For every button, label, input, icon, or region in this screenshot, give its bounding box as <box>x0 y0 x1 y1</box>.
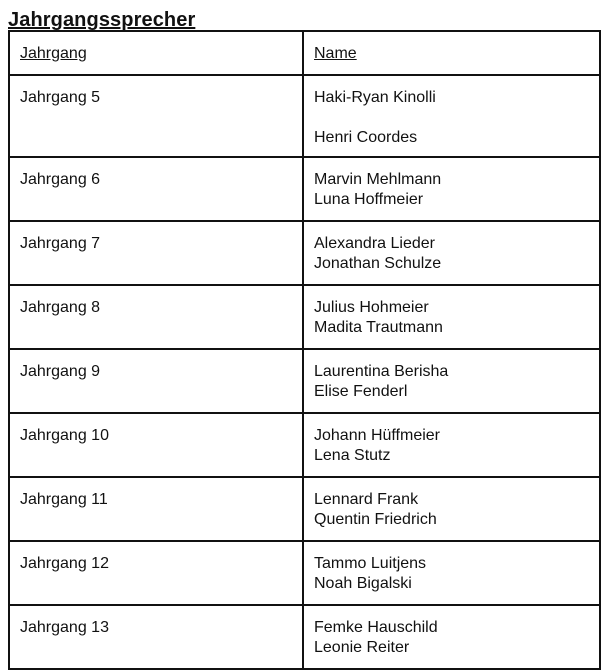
names-cell <box>303 477 600 541</box>
speaker-name: Madita Trautmann <box>314 319 443 336</box>
speaker-name: Marvin Mehlmann <box>314 171 442 188</box>
names-cell <box>303 413 600 477</box>
speaker-name: Julius Hohmeier <box>314 299 429 316</box>
jahrgang-cell: Jahrgang 8 <box>9 285 303 349</box>
speakers-table <box>8 30 601 670</box>
table-row <box>9 157 600 221</box>
table-row <box>9 413 600 477</box>
speaker-name: Noah Bigalski <box>314 575 412 592</box>
names-cell <box>303 285 600 349</box>
table-row <box>9 221 600 285</box>
names-cell <box>303 349 600 413</box>
names-cell <box>303 75 600 157</box>
column-header-name <box>303 31 600 75</box>
speaker-name: Jonathan Schulze <box>314 255 442 272</box>
table-header-row <box>9 31 600 75</box>
jahrgang-cell: Jahrgang 12 <box>9 541 303 605</box>
table-row <box>9 75 600 157</box>
names-cell <box>303 605 600 669</box>
speaker-name: Lennard Frank <box>314 491 419 508</box>
jahrgang-cell: Jahrgang 10 <box>9 413 303 477</box>
table-row <box>9 541 600 605</box>
speaker-name: Johann Hüffmeier <box>314 427 440 444</box>
speaker-name: Elise Fenderl <box>314 383 408 400</box>
names-cell <box>303 221 600 285</box>
column-header-label: Name <box>314 45 357 62</box>
column-header-label: Jahrgang <box>20 45 87 62</box>
jahrgang-cell: Jahrgang 11 <box>9 477 303 541</box>
jahrgang-cell: Jahrgang 9 <box>9 349 303 413</box>
names-cell <box>303 157 600 221</box>
jahrgang-cell: Jahrgang 5 <box>9 75 303 157</box>
table-row <box>9 349 600 413</box>
speaker-name: Femke Hauschild <box>314 619 438 636</box>
table-row <box>9 605 600 669</box>
table-row <box>9 477 600 541</box>
jahrgang-cell: Jahrgang 6 <box>9 157 303 221</box>
page-title: Jahrgangssprecher <box>8 9 196 31</box>
jahrgang-cell: Jahrgang 7 <box>9 221 303 285</box>
speaker-name: Henri Coordes <box>314 129 418 146</box>
speaker-name: Haki-Ryan Kinolli <box>314 89 436 106</box>
names-cell <box>303 541 600 605</box>
speaker-name: Leonie Reiter <box>314 639 410 656</box>
table-row <box>9 285 600 349</box>
speaker-name: Luna Hoffmeier <box>314 191 424 208</box>
jahrgang-cell: Jahrgang 13 <box>9 605 303 669</box>
column-header-jahrgang <box>9 31 303 75</box>
speaker-name: Lena Stutz <box>314 447 391 464</box>
speaker-name: Alexandra Lieder <box>314 235 435 252</box>
speaker-name: Laurentina Berisha <box>314 363 449 380</box>
speaker-name: Quentin Friedrich <box>314 511 437 528</box>
speaker-name: Tammo Luitjens <box>314 555 427 572</box>
